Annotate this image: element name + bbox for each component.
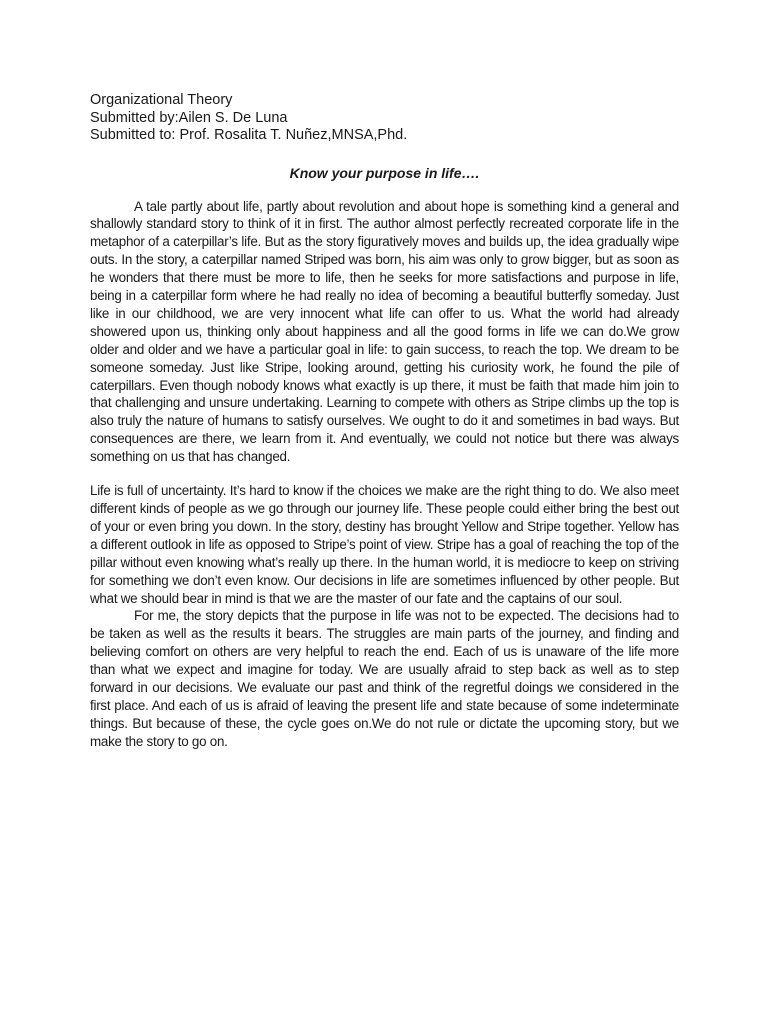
essay-title: Know your purpose in life…. [289,164,480,181]
submitted-to: Submitted to: Prof. Rosalita T. Nuñez,MNSA,Phd. [90,127,408,143]
course-name: Organizational Theory [90,92,233,108]
document-page [90,92,679,751]
submitted-by: Submitted by:Ailen S. De Luna [90,109,288,126]
paragraph-3: For me, the story depicts that the purpose in life was not to be expected. The decisions had to be taken as well as the results it bears. The struggles are main parts of the journey, and finding and believing comfort on others are very helpful to reach the end. Each of us is unaware of the life more than what we expect and imagine for today. We are usually afraid to step back as well as to step forward in our decisions. We evaluate our past and think of the regretful doings we considered in the first place. And each of us is afraid of leaving the present life and state because of some indeterminate things. But because of these, the cycle goes on.We do not rule or dictate the upcoming story, but we make the story to go on. [90,608,679,749]
paragraph-2: Life is full of uncertainty. It’s hard to know if the choices we make are the right thing to do. We also meet different kinds of people as we go through our journey life. These people could either bring the best out of your or even bring you down. In the story, destiny has brought Yellow and Stripe together. Yellow has a different outlook in life as opposed to Stripe’s point of view. Stripe has a goal of reaching the top of the pillar without even knowing what’s really up there. In the human world, it is mediocre to keep on striving for something we don’t even know. Our decisions in life are sometimes influenced by other people. But what we should bear in mind is that we are the master of our fate and the captains of our soul. [90,483,679,606]
paragraph-1: A tale partly about life, partly about revolution and about hope is something kind a general and shallowly standard story to think of it in first. The author almost perfectly recreated corporate life in the metaphor of a caterpillar’s life. But as the story figuratively moves and builds up, the idea gradually wipe outs. In the story, a caterpillar named Striped was born, his aim was only to grow bigger, but as soon as he wonders that there must be more to life, then he seeks for more satisfactions and purpose in life, being in a caterpillar form where he had really no idea of becoming a beautiful butterfly someday. Just like in our childhood, we are very innocent what life can offer to us. What the world had already showered upon us, thinking only about happiness and all the good forms in life we can do.We grow older and older and we have a particular goal in life: to gain success, to reach the top. We dream to be someone someday. Just like Stripe, looking around, getting his curiosity work, he found the pile of caterpillars. Even though nobody knows what exactly is up there, it must be faith that made him join to that challenging and unsure undertaking. Learning to compete with others as Stripe climbs up the top is also truly the nature of humans to satisfy ourselves. We ought to do it and sometimes in bad ways. But consequences are there, we learn from it. And eventually, we could not notice but there was always something on us that has changed. [90,198,679,465]
